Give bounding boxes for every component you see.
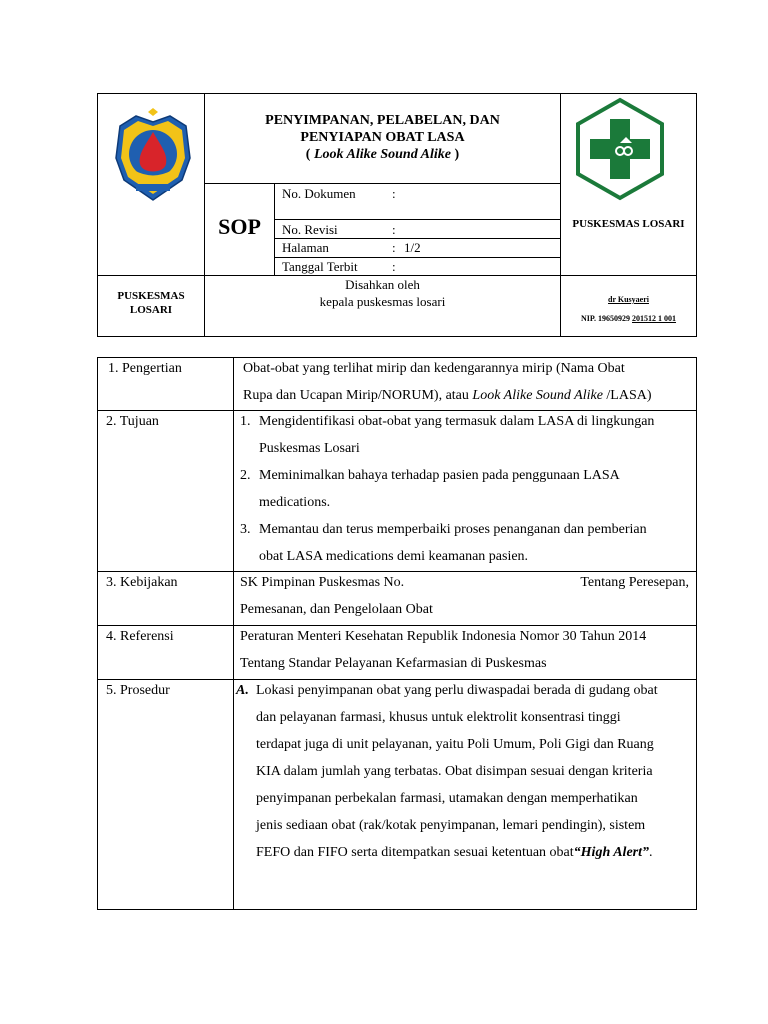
label-prosedur: 5. Prosedur [106, 683, 170, 698]
prosedur-text [256, 677, 689, 866]
tujuan-item-1: 1. Mengidentifikasi obat-obat yang termasuk dalam LASA di lingkungan Puskesmas Losari [240, 414, 655, 456]
approved-by-title: kepala puskesmas losari [319, 294, 446, 309]
prosedur-line: terdapat juga di unit pelayanan, yaitu Poli Umum, Poli Gigi dan Ruang [256, 737, 654, 752]
field-no-dokumen-label: No. Dokumen [282, 186, 356, 201]
field-halaman-value: 1/2 [404, 240, 421, 255]
pengertian-line-2: Rupa dan Ucapan Mirip/NORUM), atau Look Alike Sound Alike /LASA) [243, 388, 652, 403]
prosedur-line: KIA dalam jumlah yang terbatas. Obat disimpan sesuai dengan kriteria [256, 764, 653, 779]
field-tanggal-terbit-sep: : [392, 259, 396, 274]
field-halaman-label: Halaman [282, 240, 329, 255]
field-no-dokumen-sep: : [392, 186, 396, 201]
kebijakan-tentang: Tentang Peresepan, [580, 575, 689, 590]
prosedur-line-last: FEFO dan FIFO serta ditempatkan sesuai ketentuan obat“High Alert”. [256, 845, 653, 860]
tujuan-list [240, 408, 689, 570]
title-line-1: PENYIMPANAN, PELABELAN, DAN [265, 113, 500, 128]
label-pengertian: 1. Pengertian [108, 361, 182, 376]
prosedur-line: dan pelayanan farmasi, khusus untuk elektrolit konsentrasi tinggi [256, 710, 621, 725]
right-org-name: PUSKESMAS LOSARI [572, 218, 685, 230]
signer-name: dr Kusyaeri [608, 295, 649, 304]
left-org-name [98, 289, 204, 317]
field-no-revisi-label: No. Revisi [282, 222, 338, 237]
field-tanggal-terbit-label: Tanggal Terbit [282, 259, 358, 274]
signer-nip: NIP. 19650929 201512 1 001 [580, 314, 677, 323]
field-halaman-sep: : [392, 240, 396, 255]
puskesmas-logo [574, 97, 666, 201]
label-kebijakan: 3. Kebijakan [106, 575, 178, 590]
tujuan-item-3: 3. Memantau dan terus memperbaiki proses penanganan dan pemberian obat LASA medications demi keamanan pasien. [240, 522, 647, 564]
pengertian-line-1: Obat-obat yang terlihat mirip dan kedengarannya mirip (Nama Obat [243, 361, 625, 376]
prosedur-line: Lokasi penyimpanan obat yang perlu diwaspadai berada di gudang obat [256, 683, 658, 698]
sop-title [205, 112, 560, 163]
title-line-3: ( Look Alike Sound Alike ) [305, 147, 460, 162]
kebijakan-line-2: Pemesanan, dan Pengelolaan Obat [240, 602, 433, 617]
referensi-line-2: Tentang Standar Pelayanan Kefarmasian di Puskesmas [240, 656, 547, 671]
kebijakan-sk: SK Pimpinan Puskesmas No. [240, 575, 405, 590]
label-tujuan: 2. Tujuan [106, 414, 159, 429]
prosedur-line: penyimpanan perbekalan farmasi, utamakan dengan memperhatikan [256, 791, 638, 806]
sop-label: SOP [218, 214, 261, 239]
left-org-line-1: PUSKESMAS [117, 290, 185, 302]
approval-block [205, 276, 560, 310]
prosedur-line: jenis sediaan obat (rak/kotak penyimpanan, lemari pendingin), sistem [256, 818, 646, 833]
referensi-line-1: Peraturan Menteri Kesehatan Republik Indonesia Nomor 30 Tahun 2014 [240, 629, 647, 644]
label-referensi: 4. Referensi [106, 629, 174, 644]
referensi-text [240, 623, 689, 677]
left-org-line-2: LOSARI [129, 304, 173, 316]
field-no-revisi-sep: : [392, 222, 396, 237]
tujuan-item-2: 2. Meminimalkan bahaya terhadap pasien pada penggunaan LASA medications. [240, 468, 620, 510]
kebijakan-text [240, 569, 689, 623]
pengertian-text [243, 355, 689, 409]
prosedur-marker: A. [236, 683, 249, 698]
title-line-2: PENYIAPAN OBAT LASA [300, 130, 465, 145]
approved-by: Disahkan oleh [345, 277, 420, 292]
regency-emblem-logo [112, 108, 194, 206]
